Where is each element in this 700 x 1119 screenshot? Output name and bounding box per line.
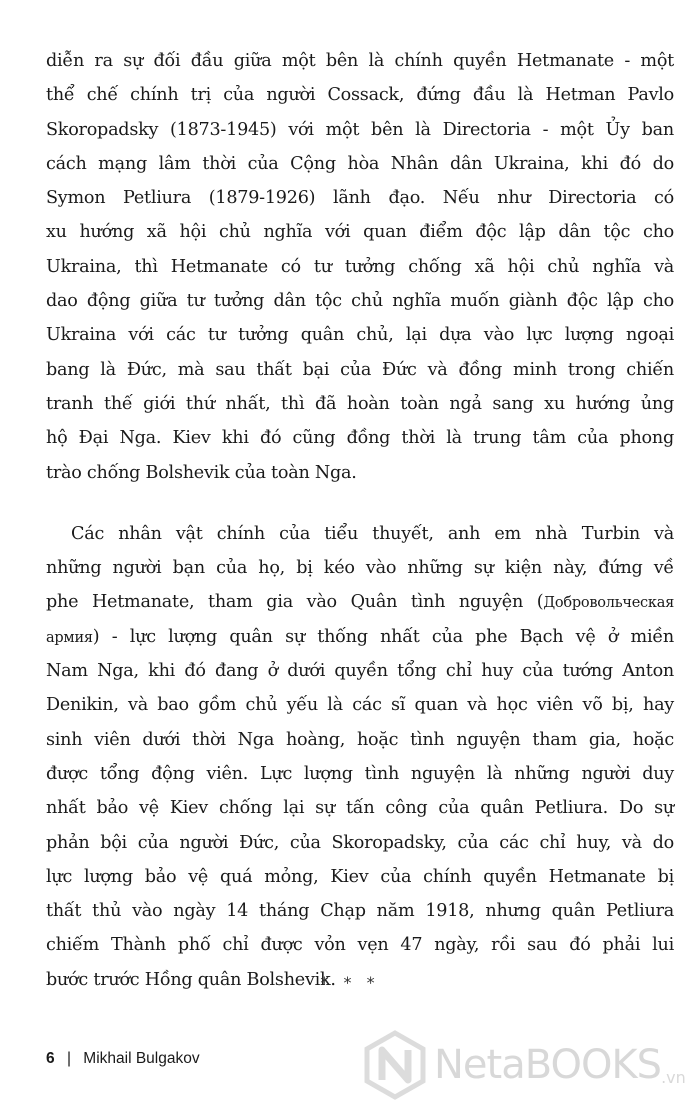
text-line: diễn ra sự đối đầu giữa một bên là chính quyền Hetmanate - một: [46, 51, 674, 71]
paragraph-gap: [46, 490, 674, 517]
text-line: phản bội của người Đức, của Skoropadsky, của các chỉ huy, và do: [46, 832, 674, 853]
russian-text: Добровольческая: [543, 595, 674, 612]
text-line: bước trước Hồng quân Bolshevik.: [46, 969, 336, 990]
russian-text: армия: [46, 629, 93, 646]
paragraph-1: [46, 44, 674, 490]
text-line: Skoropadsky (1873-1945) với một bên là Directoria - một Ủy ban: [46, 119, 674, 140]
page-number: 6: [46, 1050, 55, 1067]
text-line: chiếm Thành phố chỉ được vỏn vẹn 47 ngày, rồi sau đó phải lui: [46, 935, 674, 956]
text-line: Các nhân vật chính của tiểu thuyết, anh em nhà Turbin và: [71, 523, 674, 544]
netabooks-logo-icon: [360, 1030, 430, 1100]
text-line: Ukraina với các tư tưởng quân chủ, lại dựa vào lực lượng ngoại: [46, 325, 674, 346]
watermark-suffix: .vn: [661, 1068, 686, 1087]
text-line: thể chế chính trị của người Cossack, đứng đầu là Hetman Pavlo: [46, 85, 674, 106]
text-line: Symon Petliura (1879-1926) lãnh đạo. Nếu như Directoria có: [46, 188, 674, 209]
text-line: trào chống Bolshevik của toàn Nga.: [46, 462, 357, 483]
text-line: được tổng động viên. Lực lượng tình nguyện là những người duy: [46, 763, 674, 784]
text-line: Ukraina, thì Hetmanate có tư tưởng chống xã hội chủ nghĩa và: [46, 256, 674, 277]
text-line: [46, 620, 674, 654]
watermark-brand: NetaBOOKS: [434, 1042, 662, 1088]
page-body: [46, 44, 674, 997]
text-line: [46, 585, 674, 619]
text-line: hộ Đại Nga. Kiev khi đó cũng đồng thời là trung tâm của phong: [46, 428, 674, 449]
text-segment: ) - lực lượng quân sự thống nhất của phe Bạch vệ ở miền: [92, 626, 674, 647]
section-separator: * * *: [320, 973, 380, 992]
text-segment: phe Hetmanate, tham gia vào Quân tình nguyện (: [46, 592, 544, 613]
footer-divider: |: [66, 1050, 71, 1067]
text-line: cách mạng lâm thời của Cộng hòa Nhân dân Ukraina, khi đó do: [46, 153, 674, 174]
text-line: lực lượng bảo vệ quá mỏng, Kiev của chính quyền Hetmanate bị: [46, 866, 674, 887]
text-line: bang là Đức, mà sau thất bại của Đức và đồng minh trong chiến: [46, 359, 674, 380]
text-line: xu hướng xã hội chủ nghĩa với quan điểm độc lập dân tộc cho: [46, 222, 674, 243]
paragraph-2: [46, 517, 674, 997]
text-line: nhất bảo vệ Kiev chống lại sự tấn công của quân Petliura. Do sự: [46, 798, 674, 819]
text-line: Denikin, và bao gồm chủ yếu là các sĩ quan và học viên võ bị, hay: [46, 695, 674, 716]
book-author: Mikhail Bulgakov: [83, 1050, 200, 1067]
text-line: những người bạn của họ, bị kéo vào những sự kiện này, đứng về: [46, 558, 674, 579]
text-line: Nam Nga, khi đó đang ở dưới quyền tổng chỉ huy của tướng Anton: [46, 661, 674, 682]
page-footer: [46, 1050, 200, 1068]
text-line: thất thủ vào ngày 14 tháng Chạp năm 1918, nhưng quân Petliura: [46, 901, 674, 922]
text-line: sinh viên dưới thời Nga hoàng, hoặc tình nguyện tham gia, hoặc: [46, 729, 674, 750]
text-line: dao động giữa tư tưởng dân tộc chủ nghĩa muốn giành độc lập cho: [46, 291, 674, 312]
text-line: tranh thế giới thứ nhất, thì đã hoàn toàn ngả sang xu hướng ủng: [46, 393, 674, 414]
watermark: [360, 1025, 695, 1105]
